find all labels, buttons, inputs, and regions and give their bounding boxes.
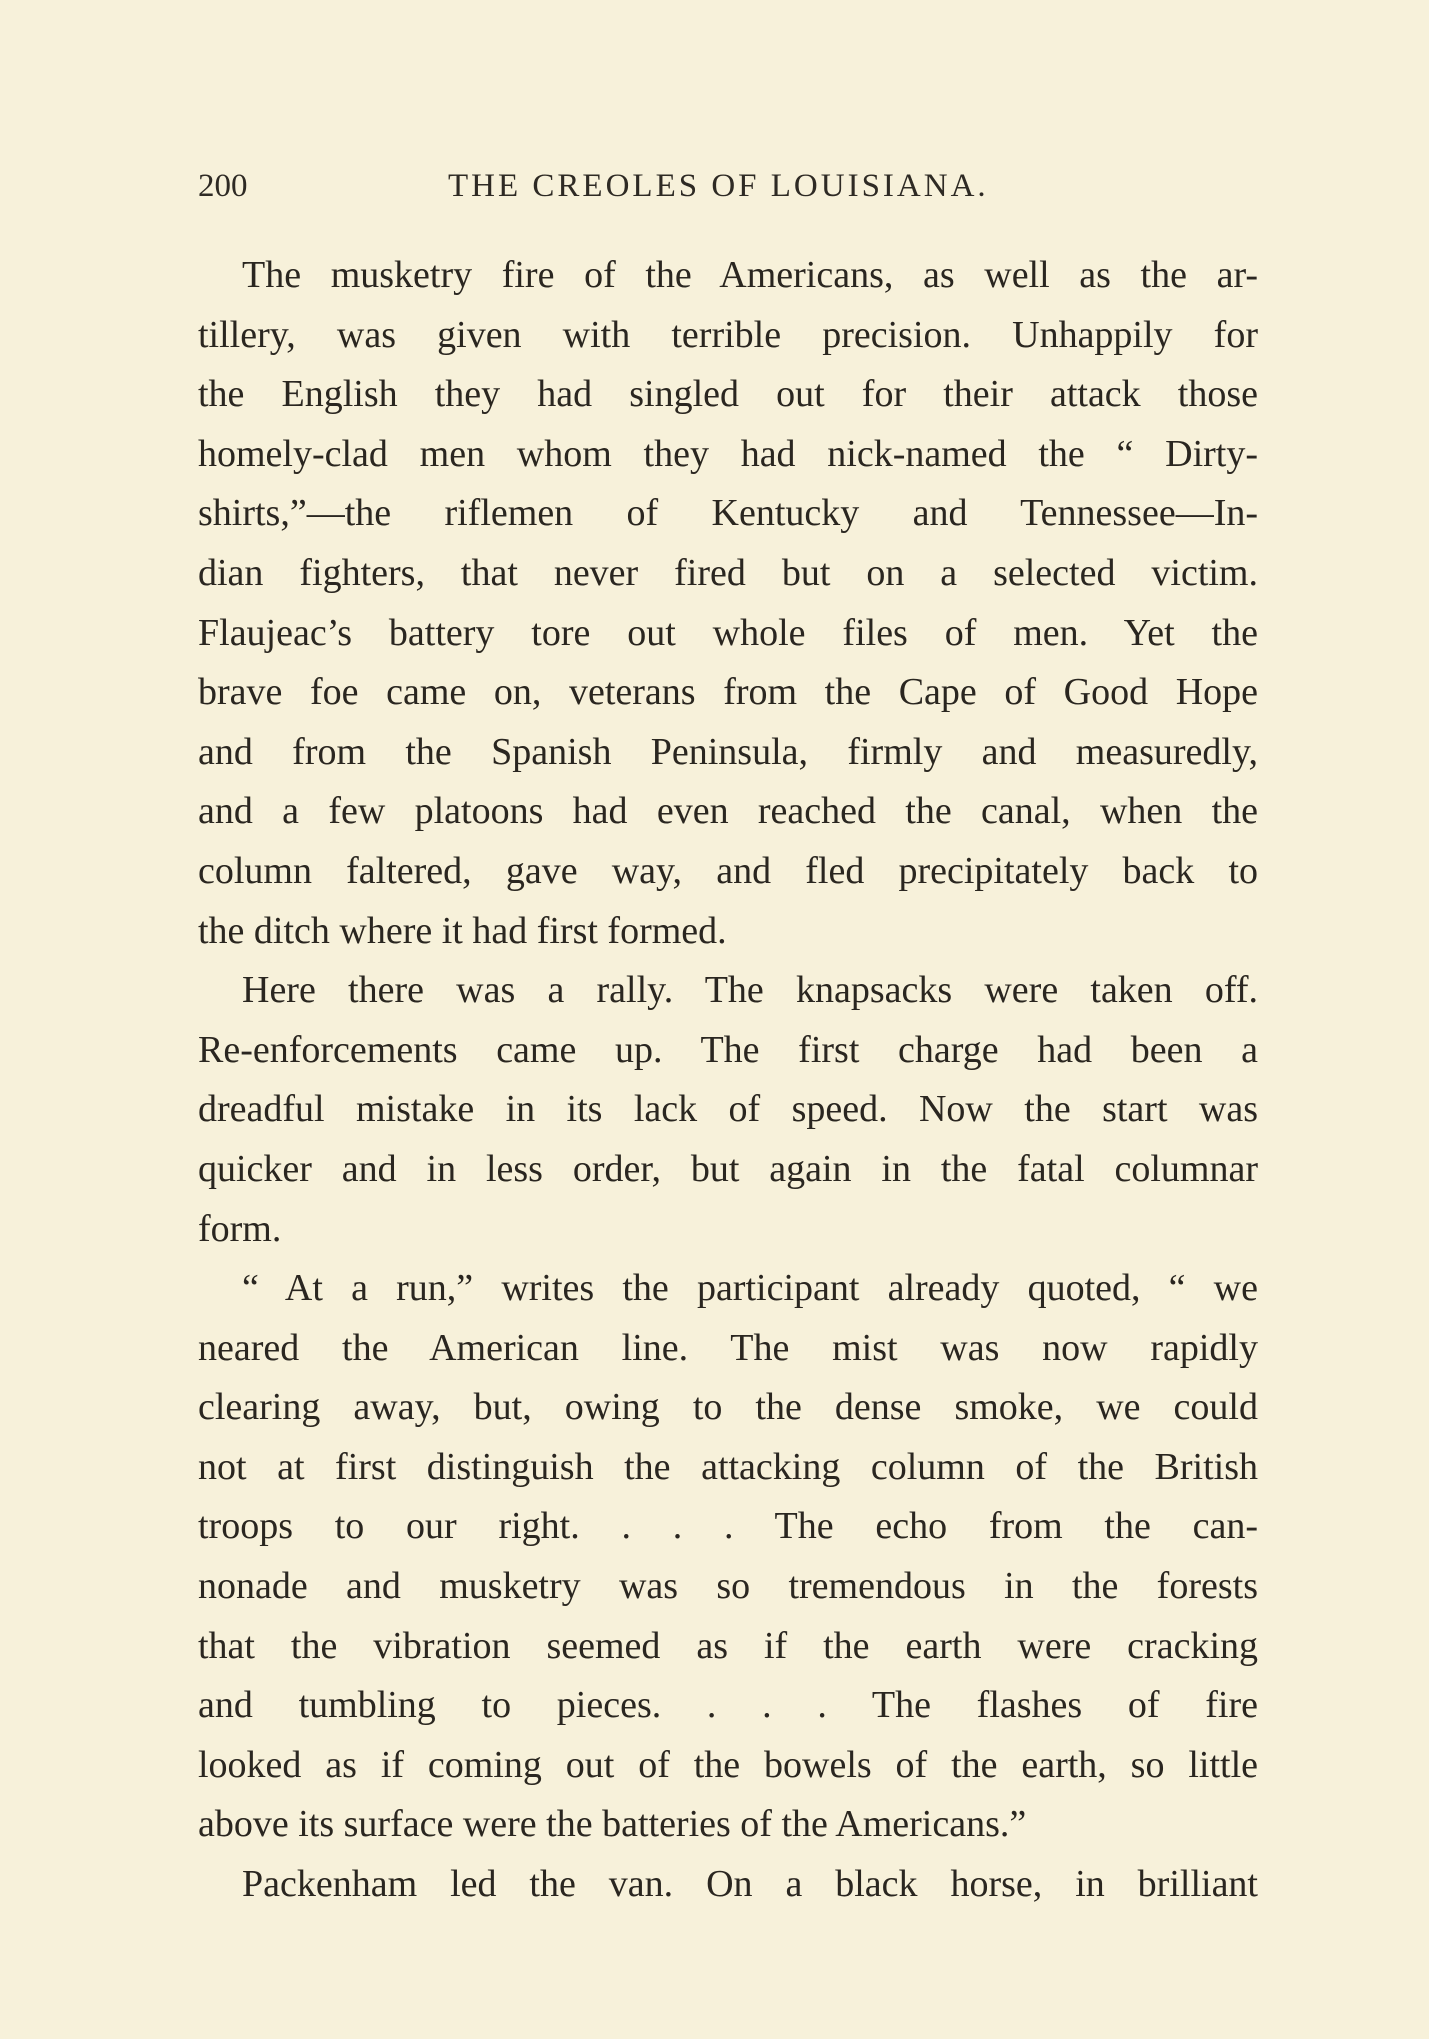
text-line: form. [198,1207,282,1250]
text-line: Re-enforcements came up. The first charge had been a [198,1028,1258,1071]
text-line: and from the Spanish Peninsula, firmly and measuredly, [198,730,1258,773]
text-line: tillery, was given with terrible precision. Unhappily for [198,313,1258,356]
text-line: looked as if coming out of the bowels of the earth, so little [198,1743,1258,1786]
page-header [198,168,1258,220]
text-line: brave foe came on, veterans from the Cape of Good Hope [198,671,1258,714]
text-line: clearing away, but, owing to the dense smoke, we could [198,1386,1258,1429]
text-line: troops to our right. . . . The echo from the can- [198,1505,1258,1548]
text-line: not at first distinguish the attacking column of the British [198,1445,1258,1488]
text-line: neared the American line. The mist was now rapidly [198,1326,1258,1369]
running-head: THE CREOLES OF LOUISIANA. [448,168,989,204]
text-line: nonade and musketry was so tremendous in the forests [198,1565,1258,1608]
text-line: above its surface were the batteries of the Americans.” [198,1803,1027,1846]
body-text [198,246,1258,1915]
text-line: and tumbling to pieces. . . . The flashes of fire [198,1684,1258,1727]
text-line: Flaujeac’s battery tore out whole files of men. Yet the [198,611,1258,654]
text-line: quicker and in less order, but again in the fatal columnar [198,1147,1258,1190]
text-line: “ At a run,” writes the participant already quoted, “ we [242,1267,1258,1310]
page-number: 200 [198,168,248,204]
text-line: that the vibration seemed as if the earth were cracking [198,1624,1258,1667]
text-line: shirts,”—the riflemen of Kentucky and Tennessee—In- [198,492,1258,535]
text-line: and a few platoons had even reached the canal, when the [198,790,1258,833]
text-line: the English they had singled out for their attack those [198,373,1258,416]
text-line: homely-clad men whom they had nick-named the “ Dirty- [198,432,1258,475]
text-line: the ditch where it had first formed. [198,909,727,952]
text-line: Packenham led the van. On a black horse, in brilliant [242,1863,1258,1906]
text-line: dian fighters, that never fired but on a selected victim. [198,551,1258,594]
text-line: column faltered, gave way, and fled precipitately back to [198,849,1258,892]
text-line: Here there was a rally. The knapsacks were taken off. [242,969,1258,1012]
text-line: dreadful mistake in its lack of speed. Now the start was [198,1088,1258,1131]
text-line: The musketry fire of the Americans, as well as the ar- [242,254,1258,296]
